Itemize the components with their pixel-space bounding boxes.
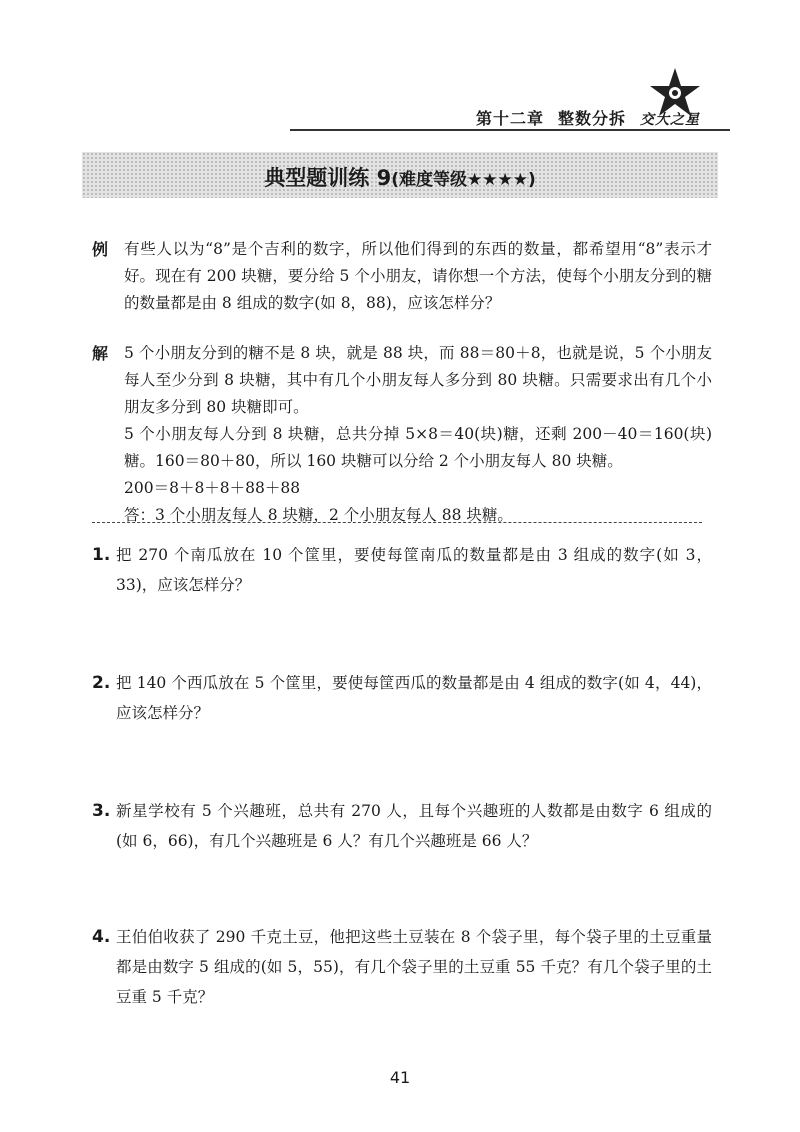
chapter-label: 第十二章 (475, 109, 544, 128)
section-label: 整数分拆 (557, 109, 626, 128)
example-block (92, 236, 712, 317)
solution-paragraph-1: 5 个小朋友分到的糖不是 8 块，就是 88 块，而 88＝80＋8，也就是说，5 个小朋友每人至少分到 8 块糖，其中有几个小朋友每人多分到 80 块糖。只需要求出有几个小朋友多分到 80 块糖即可。 (124, 344, 712, 416)
section-title (82, 162, 718, 192)
header-rule (290, 129, 730, 131)
problem-number: 4. (92, 927, 111, 947)
dashed-divider (92, 522, 702, 523)
problem-text: 王伯伯收获了 290 千克土豆，他把这些土豆装在 8 个袋子里，每个袋子里的土豆重量都是由数字 5 组成的(如 5，55)，有几个袋子里的土豆重 55 千克？有几个袋子里的土豆重 5 千克？ (116, 928, 712, 1006)
title-main: 典型题训练 9 (264, 166, 392, 190)
problem-number: 2. (92, 673, 111, 693)
difficulty-label: (难度等级★★★★) (391, 170, 536, 190)
problem-2 (92, 668, 712, 728)
example-label: 例 (92, 240, 109, 259)
solution-label: 解 (92, 344, 109, 363)
solution-block (92, 340, 712, 529)
brand-label: 交大之星 (640, 112, 700, 128)
solution-answer: 答：3 个小朋友每人 8 块糖，2 个小朋友每人 88 块糖。 (124, 506, 513, 524)
page-number: 41 (389, 1068, 411, 1087)
page-header (290, 66, 730, 132)
example-text: 有些人以为“8”是个吉利的数字，所以他们得到的东西的数量，都希望用“8”表示才好。现在有 200 块糖，要分给 5 个小朋友，请你想一个方法，使每个小朋友分到的糖的数量都是由 8 组成的数字(如 8，88)，应该怎样分？ (124, 240, 712, 312)
problem-text: 新星学校有 5 个兴趣班，总共有 270 人，且每个兴趣班的人数都是由数字 6 组成的(如 6，66)，有几个兴趣班是 6 人？有几个兴趣班是 66 人？ (116, 802, 712, 850)
problem-text: 把 270 个南瓜放在 10 个筐里，要使每筐南瓜的数量都是由 3 组成的数字(如 3，33)，应该怎样分？ (116, 546, 712, 594)
title-band (82, 152, 718, 198)
problem-3 (92, 796, 712, 856)
problem-4 (92, 922, 712, 1012)
problem-1 (92, 540, 712, 600)
problem-text: 把 140 个西瓜放在 5 个筐里，要使每筐西瓜的数量都是由 4 组成的数字(如 4，44)，应该怎样分？ (116, 674, 712, 722)
solution-equation: 200＝8＋8＋8＋88＋88 (124, 479, 301, 497)
solution-paragraph-2: 5 个小朋友每人分到 8 块糖，总共分掉 5×8＝40(块)糖，还剩 200－40＝160(块)糖。160＝80＋80，所以 160 块糖可以分给 2 个小朋友每人 80 块糖。 (124, 425, 712, 470)
header-text (462, 106, 700, 129)
problem-number: 3. (92, 801, 111, 821)
problem-number: 1. (92, 545, 111, 565)
